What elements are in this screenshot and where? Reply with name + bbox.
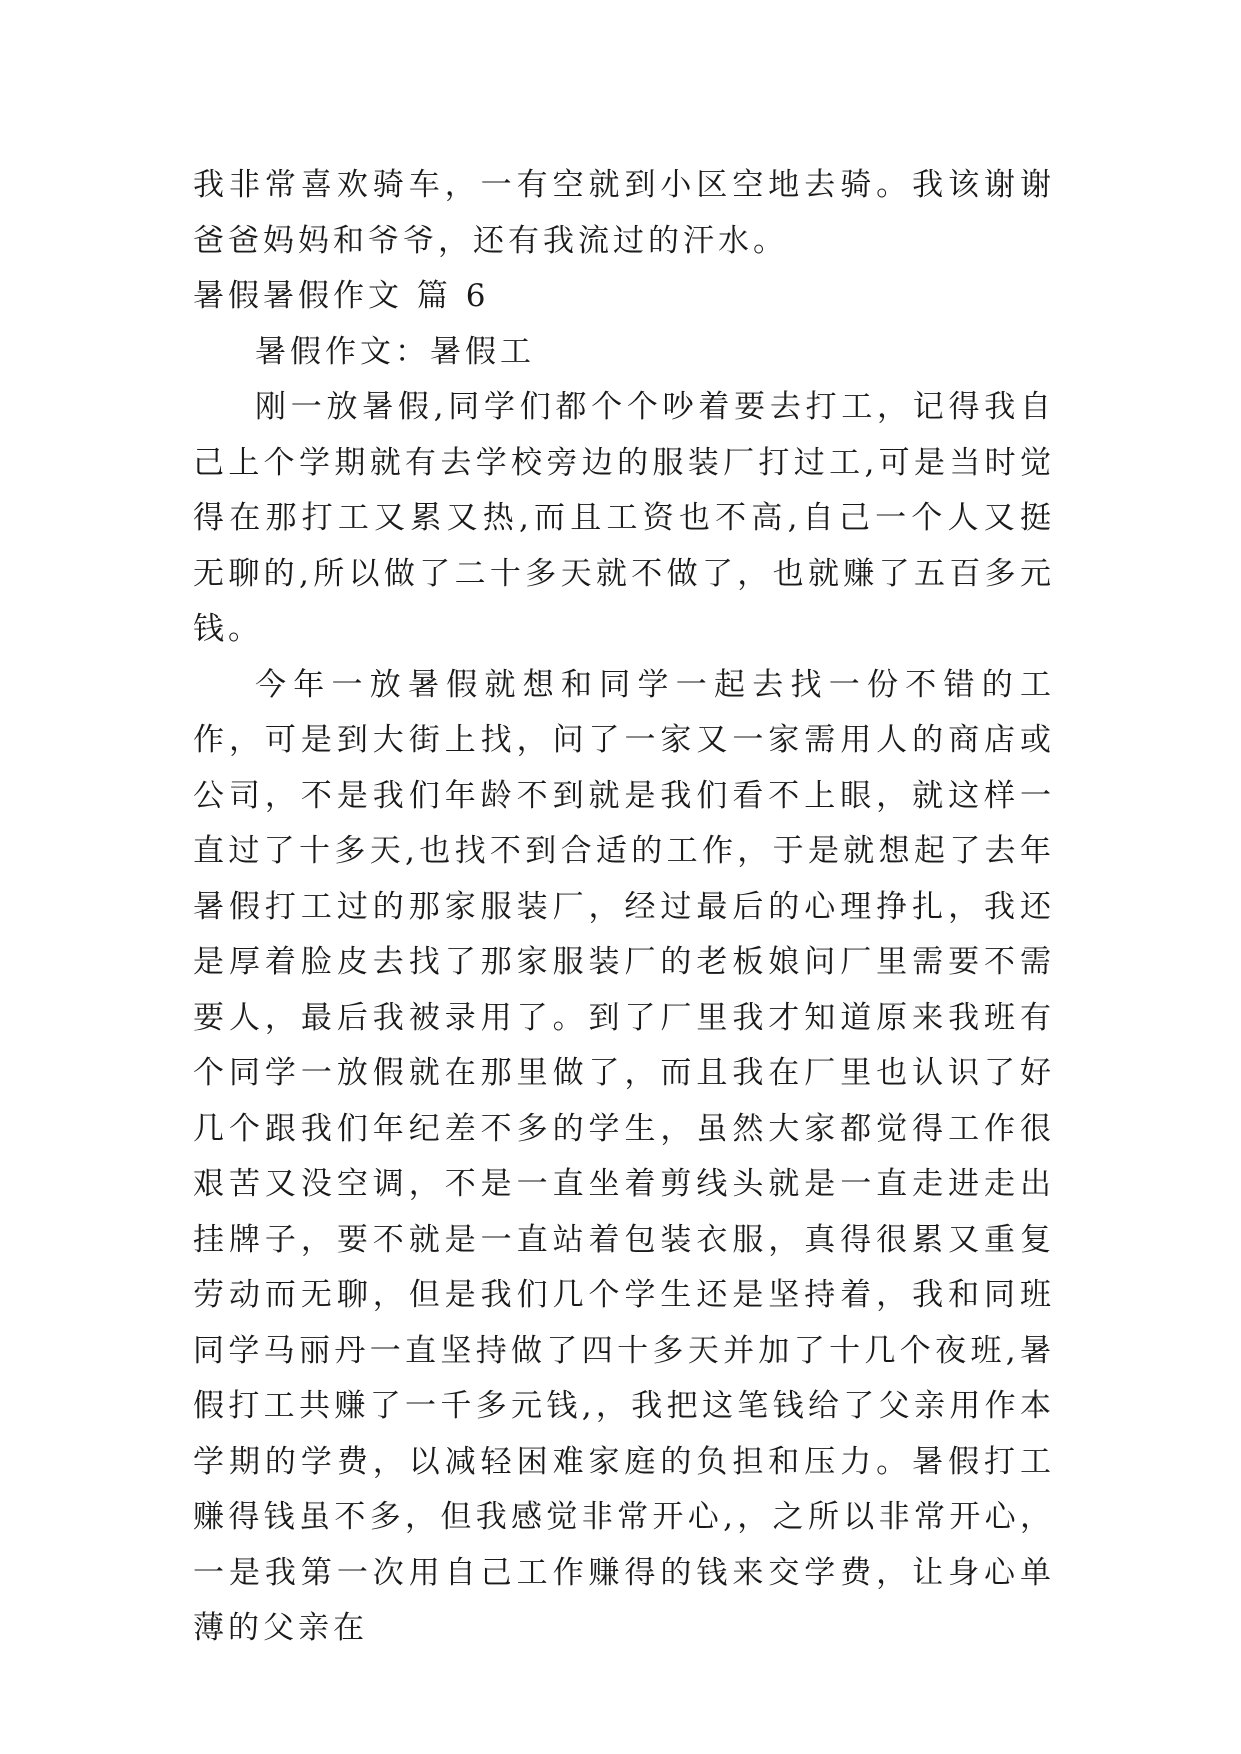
continuation-paragraph: 我非常喜欢骑车，一有空就到小区空地去骑。我该谢谢爸爸妈妈和爷爷，还有我流过的汗水。 xyxy=(193,167,1055,259)
section-heading: 暑假暑假作文 篇 6 xyxy=(193,278,490,314)
body-paragraph-1: 刚一放暑假,同学们都个个吵着要去打工，记得我自己上个学期就有去学校旁边的服装厂打过工,可是当时觉得在那打工又累又热,而且工资也不高,自己一个人又挺无聊的,所以做了二十多天就不做了，也就赚了五百多元钱。 xyxy=(193,389,1055,647)
essay-title: 暑假作文：暑假工 xyxy=(255,333,535,370)
document-body xyxy=(193,158,1055,1657)
body-paragraph-2: 今年一放暑假就想和同学一起去找一份不错的工作，可是到大街上找，问了一家又一家需用人的商店或公司，不是我们年龄不到就是我们看不上眼，就这样一直过了十多天,也找不到合适的工作，于是就想起了去年暑假打工过的那家服装厂，经过最后的心理挣扎，我还是厚着脸皮去找了那家服装厂的老板娘问厂里需要不需要人，最后我被录用了。到了厂里我才知道原来我班有个同学一放假就在那里做了，而且我在厂里也认识了好几个跟我们年纪差不多的学生，虽然大家都觉得工作很艰苦又没空调，不是一直坐着剪线头就是一直走进走出挂牌子，要不就是一直站着包装衣服，真得很累又重复劳动而无聊，但是我们几个学生还是坚持着，我和同班同学马丽丹一直坚持做了四十多天并加了十几个夜班,暑假打工共赚了一千多元钱,，我把这笔钱给了父亲用作本学期的学费，以减轻困难家庭的负担和压力。暑假打工赚得钱虽不多，但我感觉非常开心,，之所以非常开心，一是我第一次用自己工作赚得的钱来交学费，让身心单薄的父亲在 xyxy=(193,666,1055,1646)
